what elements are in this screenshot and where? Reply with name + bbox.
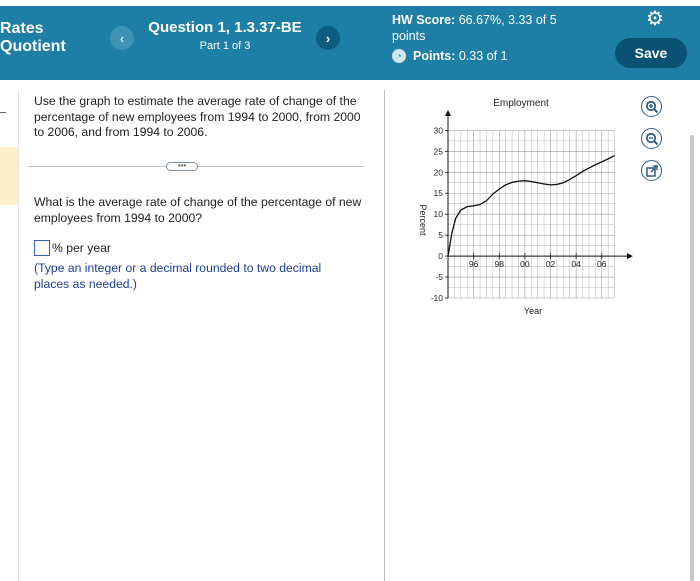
answer-input[interactable]	[34, 240, 50, 256]
save-button[interactable]: Save	[615, 38, 687, 68]
x-axis-arrow	[627, 253, 633, 259]
left-edge-marker	[0, 112, 6, 113]
instructions-text: Use the graph to estimate the average rate of change of the percentage of new employees from 1994 to 2000, from 2000 to 2006, and from 1994 to 2006.	[34, 94, 361, 139]
y-axis-arrow	[445, 110, 451, 116]
left-highlight-strip	[0, 147, 18, 205]
chart-grid	[448, 130, 615, 298]
chart-y-label: Percent	[418, 204, 428, 236]
y-tick-label: 5	[438, 230, 443, 241]
x-tick-label: 02	[545, 259, 556, 270]
y-tick-label: -10	[430, 293, 443, 303]
settings-gear-icon[interactable]: ⚙	[646, 8, 664, 30]
breadcrumb	[0, 20, 66, 56]
points-label: Points:	[413, 49, 456, 63]
hw-score	[392, 12, 557, 64]
left-divider	[18, 90, 19, 581]
x-tick-label: 00	[520, 259, 530, 270]
top-gap	[0, 0, 700, 6]
x-tick-label: 06	[597, 259, 607, 270]
zoom-in-button[interactable]	[641, 96, 662, 117]
y-tick-label: 10	[433, 209, 443, 220]
question-part: Part 1 of 3	[199, 40, 251, 52]
popout-icon	[646, 165, 658, 177]
breadcrumb-line-1: Rates	[0, 20, 44, 37]
center-divider	[384, 90, 385, 581]
zoom-out-icon	[645, 132, 659, 146]
hw-score-unit: points	[392, 29, 426, 43]
y-tick-label: 0	[438, 251, 443, 262]
top-bar	[0, 0, 700, 80]
x-tick-label: 04	[571, 259, 581, 270]
x-tick-label: 96	[468, 259, 479, 270]
chart-title: Employment	[493, 98, 549, 109]
y-tick-label: 15	[433, 188, 443, 199]
popout-button[interactable]	[641, 160, 662, 181]
answer-hint: (Type an integer or a decimal rounded to two decimal places as needed.)	[34, 261, 322, 291]
next-question-button[interactable]: ›	[316, 26, 340, 50]
question-heading	[140, 19, 310, 52]
y-tick-label: 30	[433, 125, 443, 136]
question-title: Question 1, 1.3.37-BE	[148, 19, 302, 36]
breadcrumb-line-2: Quotient	[0, 38, 66, 55]
hw-score-label: HW Score:	[392, 13, 456, 27]
employment-chart	[405, 90, 640, 325]
y-tick-label: 20	[433, 167, 443, 178]
previous-question-button[interactable]: ‹	[110, 26, 134, 50]
partial-credit-icon: ◔	[392, 49, 406, 63]
answer-row	[34, 240, 111, 256]
question-text: What is the average rate of change of the percentage of new employees from 1994 to 2000?	[34, 195, 362, 225]
y-tick-label: 25	[433, 146, 443, 157]
chart-x-label: Year	[523, 306, 543, 316]
chart-axes	[445, 110, 633, 298]
points-row	[392, 48, 557, 64]
hw-score-value: 66.67%, 3.33 of 5	[458, 13, 557, 27]
scrollbar[interactable]	[690, 135, 694, 581]
zoom-out-button[interactable]	[641, 128, 662, 149]
answer-unit: % per year	[52, 241, 111, 255]
chart-y-ticks	[431, 125, 448, 303]
y-tick-label: -5	[435, 272, 443, 283]
expand-more-button[interactable]: •••	[166, 162, 198, 171]
x-tick-label: 98	[494, 259, 504, 270]
points-value: 0.33 of 1	[458, 49, 508, 63]
zoom-in-icon	[645, 100, 659, 114]
